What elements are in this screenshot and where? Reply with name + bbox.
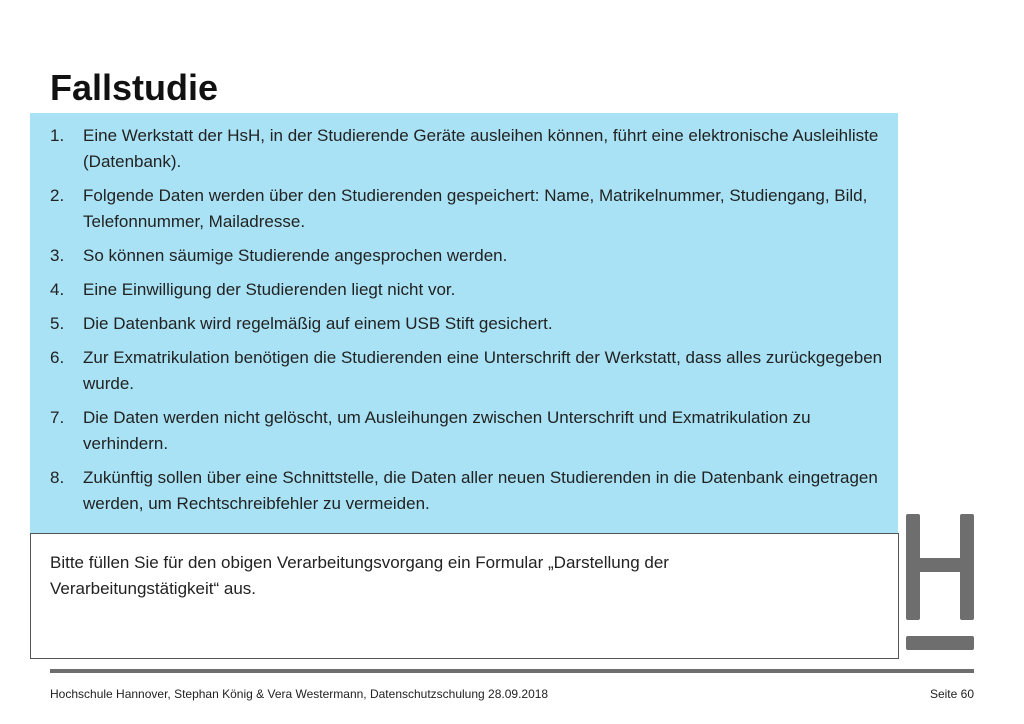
- list-item-number: 8.: [50, 468, 65, 487]
- task-box: [30, 533, 899, 659]
- list-item-text: Zur Exmatrikulation benötigen die Studierenden eine Unterschrift der Werkstatt, dass alles zurückgegeben wurde.: [83, 348, 883, 393]
- list-item-number: 3.: [50, 246, 65, 265]
- footer-divider: [50, 669, 974, 673]
- list-item-text: Die Datenbank wird regelmäßig auf einem USB Stift gesichert.: [83, 314, 553, 333]
- page-title: Fallstudie: [50, 67, 219, 108]
- list-item-text: Folgende Daten werden über den Studierenden gespeichert: Name, Matrikelnummer, Studiengang, Bild, Telefonnummer, Mailadresse.: [83, 186, 868, 231]
- list-item-text: So können säumige Studierende angesprochen werden.: [83, 246, 508, 265]
- list-item: [30, 123, 898, 175]
- list-item-number: 1.: [50, 126, 65, 145]
- task-text: Bitte füllen Sie für den obigen Verarbeitungsvorgang ein Formular „Darstellung der Verarbeitungstätigkeit“ aus.: [50, 553, 669, 598]
- list-item: [30, 465, 898, 517]
- list-item: [30, 243, 898, 269]
- list-item-text: Die Daten werden nicht gelöscht, um Ausleihungen zwischen Unterschrift und Exmatrikulation zu verhindern.: [83, 408, 811, 453]
- case-study-list: [30, 123, 898, 525]
- list-item-number: 6.: [50, 348, 65, 367]
- hsh-logo-icon: [904, 512, 974, 652]
- list-item-number: 5.: [50, 314, 65, 333]
- list-item: [30, 311, 898, 337]
- page-number: Seite 60: [929, 687, 974, 701]
- list-item-number: 7.: [50, 408, 65, 427]
- list-item-text: Zukünftig sollen über eine Schnittstelle, die Daten aller neuen Studierenden in die Datenbank eingetragen werden, um Rechtschreibfehler zu vermeiden.: [83, 468, 878, 513]
- list-item-text: Eine Einwilligung der Studierenden liegt nicht vor.: [83, 280, 456, 299]
- list-item: [30, 405, 898, 457]
- case-study-box: [30, 113, 898, 533]
- list-item: [30, 277, 898, 303]
- list-item: [30, 345, 898, 397]
- list-item-number: 4.: [50, 280, 65, 299]
- list-item-number: 2.: [50, 186, 65, 205]
- list-item: [30, 183, 898, 235]
- list-item-text: Eine Werkstatt der HsH, in der Studierende Geräte ausleihen können, führt eine elektronische Ausleihliste (Datenbank).: [83, 126, 879, 171]
- footer-credits: Hochschule Hannover, Stephan König & Vera Westermann, Datenschutzschulung 28.09.2018: [50, 687, 549, 701]
